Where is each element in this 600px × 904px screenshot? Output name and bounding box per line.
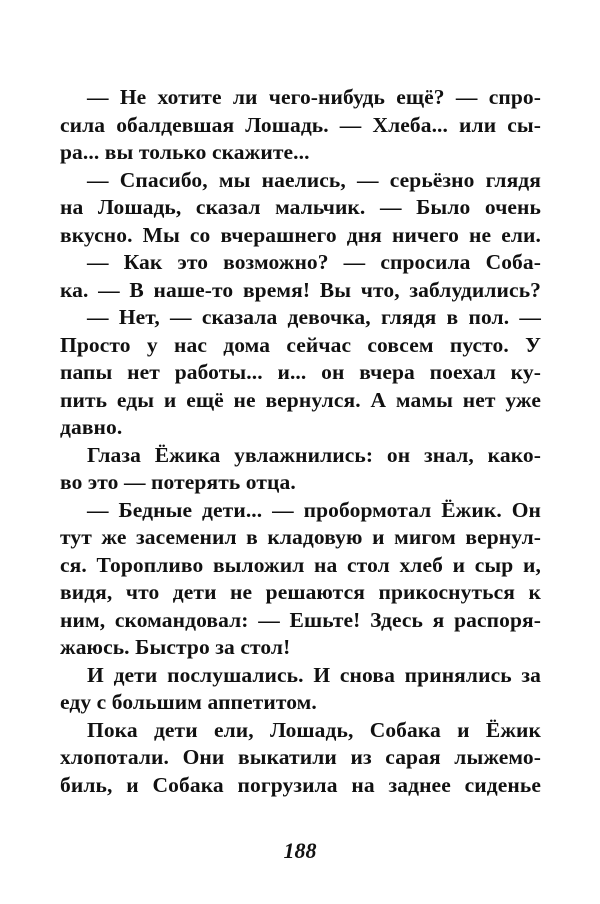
text-line-20: ним, скомандовал: — Ешьте! Здесь я распоря- (60, 607, 542, 632)
text-line-8: ка. — В наше-то время! Вы что, заблудились? (60, 277, 542, 302)
text-line-2: сила обалдевшая Лошадь. — Хлеба... или сы- (60, 112, 542, 137)
text-line-4: — Спасибо, мы наелись, — серьёзно глядя (87, 167, 542, 192)
text-line-18: ся. Торопливо выложил на стол хлеб и сыр и, (60, 552, 541, 577)
text-line-13: давно. (60, 415, 123, 439)
text-line-7: — Как это возможно? — спросила Соба- (87, 250, 542, 274)
text-line-16: — Бедные дети... — пробормотал Ёжик. Он (87, 497, 542, 522)
text-line-19: видя, что дети не решаются прикоснуться к (60, 580, 541, 604)
text-line-22: И дети послушались. И снова принялись за (87, 662, 542, 687)
text-line-1: — Не хотите ли чего-нибудь ещё? — спро- (87, 85, 542, 109)
text-line-14: Глаза Ёжика увлажнились: он знал, како- (87, 442, 542, 467)
text-line-6: вкусно. Мы со вчерашнего дня ничего не ели. (60, 222, 541, 247)
text-line-23: еду с большим аппетитом. (60, 690, 317, 714)
text-line-26: биль, и Собака погрузила на заднее сиденье (60, 772, 541, 797)
text-line-24: Пока дети ели, Лошадь, Собака и Ёжик (87, 717, 541, 742)
text-line-9: — Нет, — сказала девочка, глядя в пол. — (87, 305, 541, 329)
text-line-10: Просто у нас дома сейчас совсем пусто. У (60, 332, 542, 357)
text-line-25: хлопотали. Они выкатили из сарая лыжемо- (60, 745, 541, 769)
page-number: 188 (283, 838, 317, 863)
text-line-15: во это — потерять отца. (60, 470, 296, 494)
text-line-12: пить еды и ещё не вернулся. А мамы нет уже (60, 387, 541, 412)
text-line-11: папы нет работы... и... он вчера поехал ку- (60, 360, 541, 384)
text-line-21: жаюсь. Быстро за стол! (60, 635, 291, 659)
text-line-17: тут же засеменил в кладовую и мигом вернул- (60, 525, 542, 549)
text-line-5: на Лошадь, сказал мальчик. — Было очень (60, 195, 542, 219)
text-line-3: ра... вы только скажите... (60, 140, 310, 164)
